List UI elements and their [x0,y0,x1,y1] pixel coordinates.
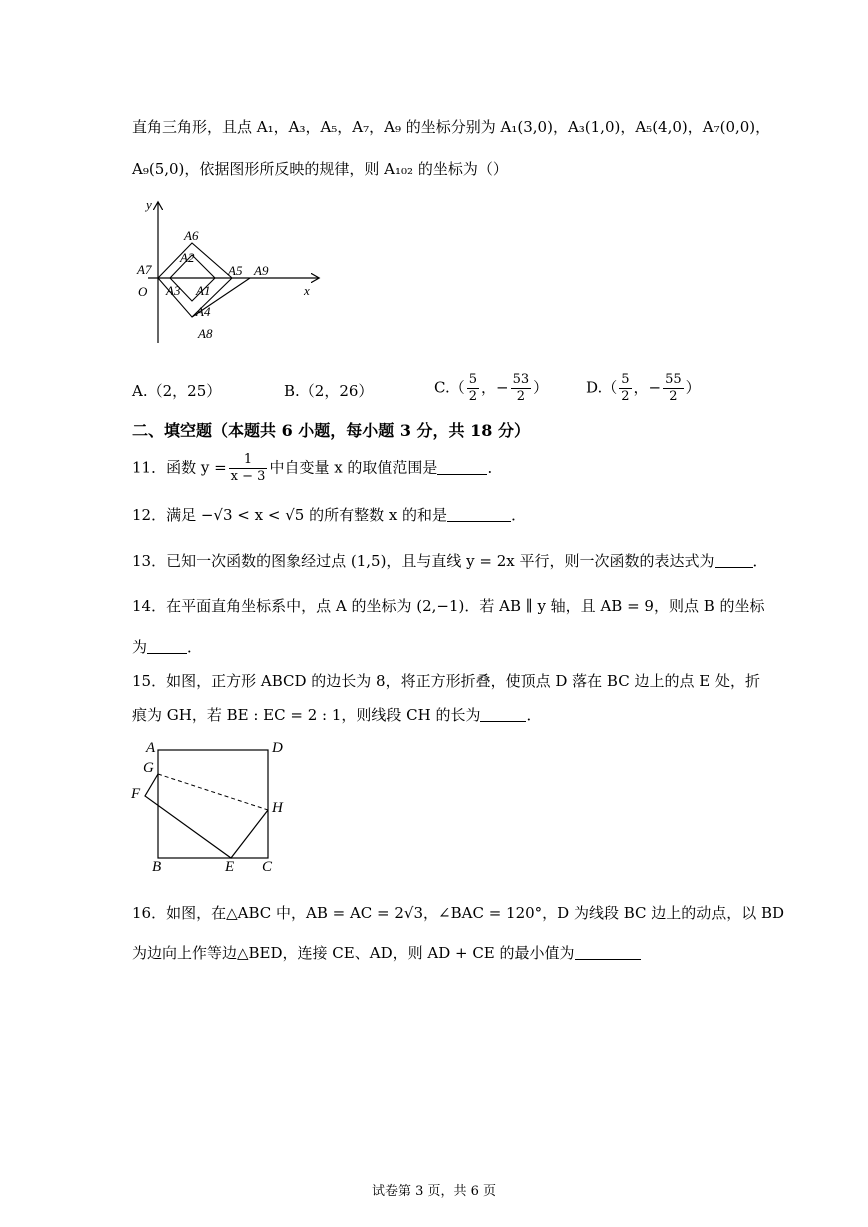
option-d-frac2 [663,372,684,405]
crease-gh [158,774,268,810]
option-c-num2: 53 [512,372,530,387]
option-c-den1: 2 [468,389,477,404]
option-d-prefix: D.（ [586,378,618,397]
label-a4: A4 [196,304,211,319]
q14-line2: 为 ． [132,638,203,656]
square-abcd [158,750,268,858]
label-C: C [262,859,273,875]
label-y: y [146,197,152,212]
label-origin: O [138,284,148,299]
section-heading: 二、填空题（本题共 6 小题，每小题 3 分，共 18 分） [132,421,530,440]
q14-line1: 14．在平面直角坐标系中，点 A 的坐标为 (2,−1)．若 AB ∥ y 轴，且 AB = 9，则点 B 的坐标 [132,597,765,615]
q13-text: 13．已知一次函数的图象经过点 (1,5)，且与直线 y = 2x 平行，则一次函数的表达式为 [132,552,715,570]
label-D: D [272,740,283,756]
folded-edges [145,774,268,858]
option-c-frac2 [511,372,532,405]
q15-figure [128,738,298,880]
label-G: G [143,760,154,776]
option-c-frac1 [467,372,479,405]
q13: 13．已知一次函数的图象经过点 (1,5)，且与直线 y = 2x 平行，则一次函数的表达式为 ． [132,552,768,570]
q14-answer-blank[interactable] [147,639,187,654]
q11-fraction [229,452,268,485]
label-E: E [225,859,235,875]
triangle-a6-a8 [158,243,232,317]
q11-answer-blank[interactable] [437,460,487,475]
label-a2: A2 [180,250,195,265]
option-c-num1: 5 [468,372,477,387]
q12-answer-blank[interactable] [447,507,511,522]
q11: 11．函数 y = $\frac{1}{x - 3}$ 中自变量 x 的取值范围是 ． [132,452,503,484]
q11-prefix: 11．函数 y = [132,458,227,477]
label-a3: A3 [166,283,181,298]
label-A: A [146,740,156,756]
page-footer: 试卷第 3 页，共 6 页 [371,1184,497,1199]
q15-line2-text: 痕为 GH，若 BE : EC = 2 : 1，则线段 CH 的长为 [132,706,481,724]
q15-line2: 痕为 GH，若 BE : EC = 2 : 1，则线段 CH 的长为 ． [132,706,542,724]
q12: 12．满足 −√3 < x < √5 的所有整数 x 的和是 ． [132,506,527,524]
q11-den: x − 3 [230,469,266,484]
label-H: H [272,800,283,816]
label-F: F [131,786,141,802]
option-c-sep: ，− [481,378,509,397]
q16-answer-blank[interactable] [575,945,641,960]
q10-text-line2: A₉(5,0)，依据图形所反映的规律，则 A₁₀₂ 的坐标为（） [132,160,508,178]
q12-text: 12．满足 −√3 < x < √5 的所有整数 x 的和是 [132,506,448,524]
label-a8: A8 [198,326,213,341]
option-d-den2: 2 [669,389,678,404]
label-a1: A1 [196,283,211,298]
q15-line1: 15．如图，正方形 ABCD 的边长为 8，将正方形折叠，使顶点 D 落在 BC 边上的点 E 处，折 [132,672,760,690]
label-x: x [304,283,310,298]
q15-answer-blank[interactable] [480,707,526,722]
label-B: B [152,859,162,875]
q10-text-line1: 直角三角形，且点 A₁，A₃，A₅，A₇，A₉ 的坐标分别为 A₁(3,0)，A₃(1,0)，A₅(4,0)，A₇(0,0)， [132,118,771,136]
q10-figure [128,195,328,350]
q16-line1: 16．如图，在△ABC 中，AB = AC = 2√3，∠BAC = 120°，D 为线段 BC 边上的动点，以 BD [132,904,785,922]
option-c-suffix: ） [533,378,549,397]
option-d [586,372,701,405]
option-b: B.（2，26） [284,382,374,400]
q14-line2-text: 为 [132,638,148,656]
label-a6: A6 [184,228,199,243]
option-d-sep: ，− [633,378,662,397]
option-d-num2: 55 [665,372,682,387]
option-d-den1: 2 [621,389,630,404]
option-d-num1: 5 [621,372,630,387]
label-a5: A5 [228,263,243,278]
q11-num: 1 [229,452,268,469]
label-a9: A9 [254,263,269,278]
q16-line2 [132,942,641,964]
q11-suffix: 中自变量 x 的取值范围是 [269,458,438,477]
q16-line2-text: 为边向上作等边△BED，连接 CE、AD，则 AD + CE 的最小值为 [132,944,575,962]
label-a7: A7 [137,262,152,277]
option-d-frac1 [619,372,631,405]
option-a: A.（2，25） [132,382,222,400]
option-d-suffix: ） [685,378,701,397]
option-c-prefix: C.（ [434,378,465,397]
option-c [434,372,548,405]
option-c-den2: 2 [516,389,525,404]
q13-answer-blank[interactable] [715,553,753,568]
